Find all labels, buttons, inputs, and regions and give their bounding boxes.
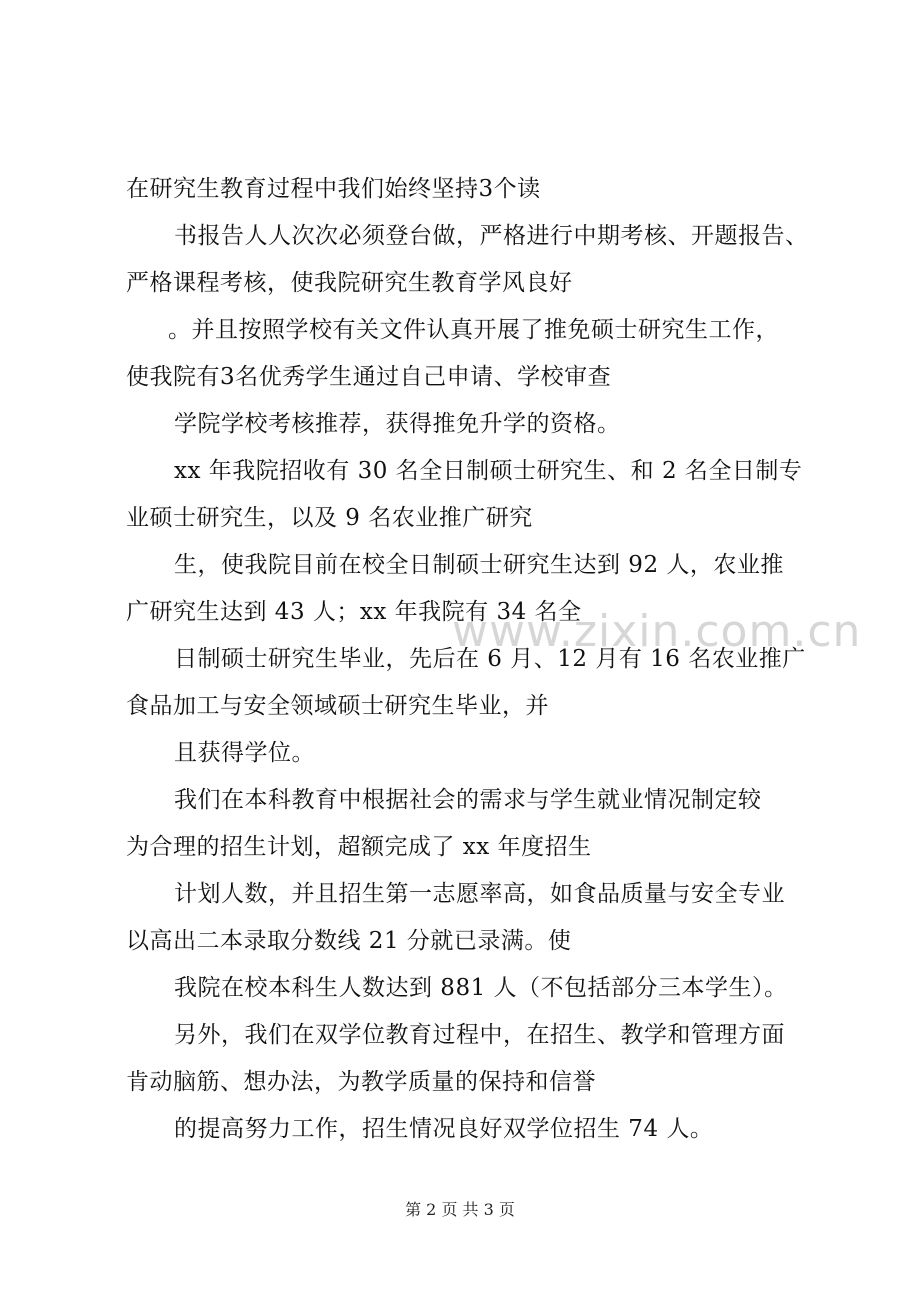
- text-line: 的提高努力工作，招生情况良好双学位招生 74 人。: [174, 1116, 714, 1142]
- text-line: 日制硕士研究生毕业，先后在 6 月、12 月有 16 名农业推广: [174, 646, 806, 672]
- text-line: 业硕士研究生，以及 9 名农业推广研究: [126, 505, 533, 531]
- watermark: www.zixin.com.cn: [452, 606, 862, 657]
- text-line: 计划人数，并且招生第一志愿率高，如食品质量与安全专业: [174, 881, 785, 907]
- text-line: 我们在本科教育中根据社会的需求与学生就业情况制定较: [174, 787, 762, 813]
- text-line: 为合理的招生计划，超额完成了 xx 年度招生: [126, 834, 592, 860]
- text-line: 以高出二本录取分数线 21 分就已录满。使: [126, 928, 572, 954]
- text-line: 且获得学位。: [174, 740, 315, 766]
- page-footer: 第 2 页 共 3 页: [405, 1200, 515, 1219]
- text-line: 肯动脑筋、想办法，为教学质量的保持和信誉: [126, 1069, 596, 1095]
- text-line: 另外，我们在双学位教育过程中，在招生、教学和管理方面: [174, 1022, 785, 1048]
- text-line: 在研究生教育过程中我们始终坚持3个读: [126, 176, 541, 202]
- text-line: 书报告人人次次必须登台做，严格进行中期考核、开题报告、: [174, 223, 809, 249]
- text-line: 食品加工与安全领域硕士研究生毕业，并: [126, 693, 549, 719]
- text-line: 。并且按照学校有关文件认真开展了推免硕士研究生工作，: [168, 317, 779, 343]
- text-line: 生，使我院目前在校全日制硕士研究生达到 92 人，农业推: [174, 552, 784, 578]
- text-line: xx 年我院招收有 30 名全日制硕士研究生、和 2 名全日制专: [174, 458, 803, 484]
- text-line: 我院在校本科生人数达到 881 人（不包括部分三本学生）。: [174, 975, 788, 1001]
- text-line: 学院学校考核推荐，获得推免升学的资格。: [174, 411, 621, 437]
- text-line: 严格课程考核，使我院研究生教育学风良好: [126, 270, 573, 296]
- text-line: 使我院有3名优秀学生通过自己申请、学校审查: [126, 364, 612, 390]
- text-line: 广研究生达到 43 人；xx 年我院有 34 名全: [126, 599, 582, 625]
